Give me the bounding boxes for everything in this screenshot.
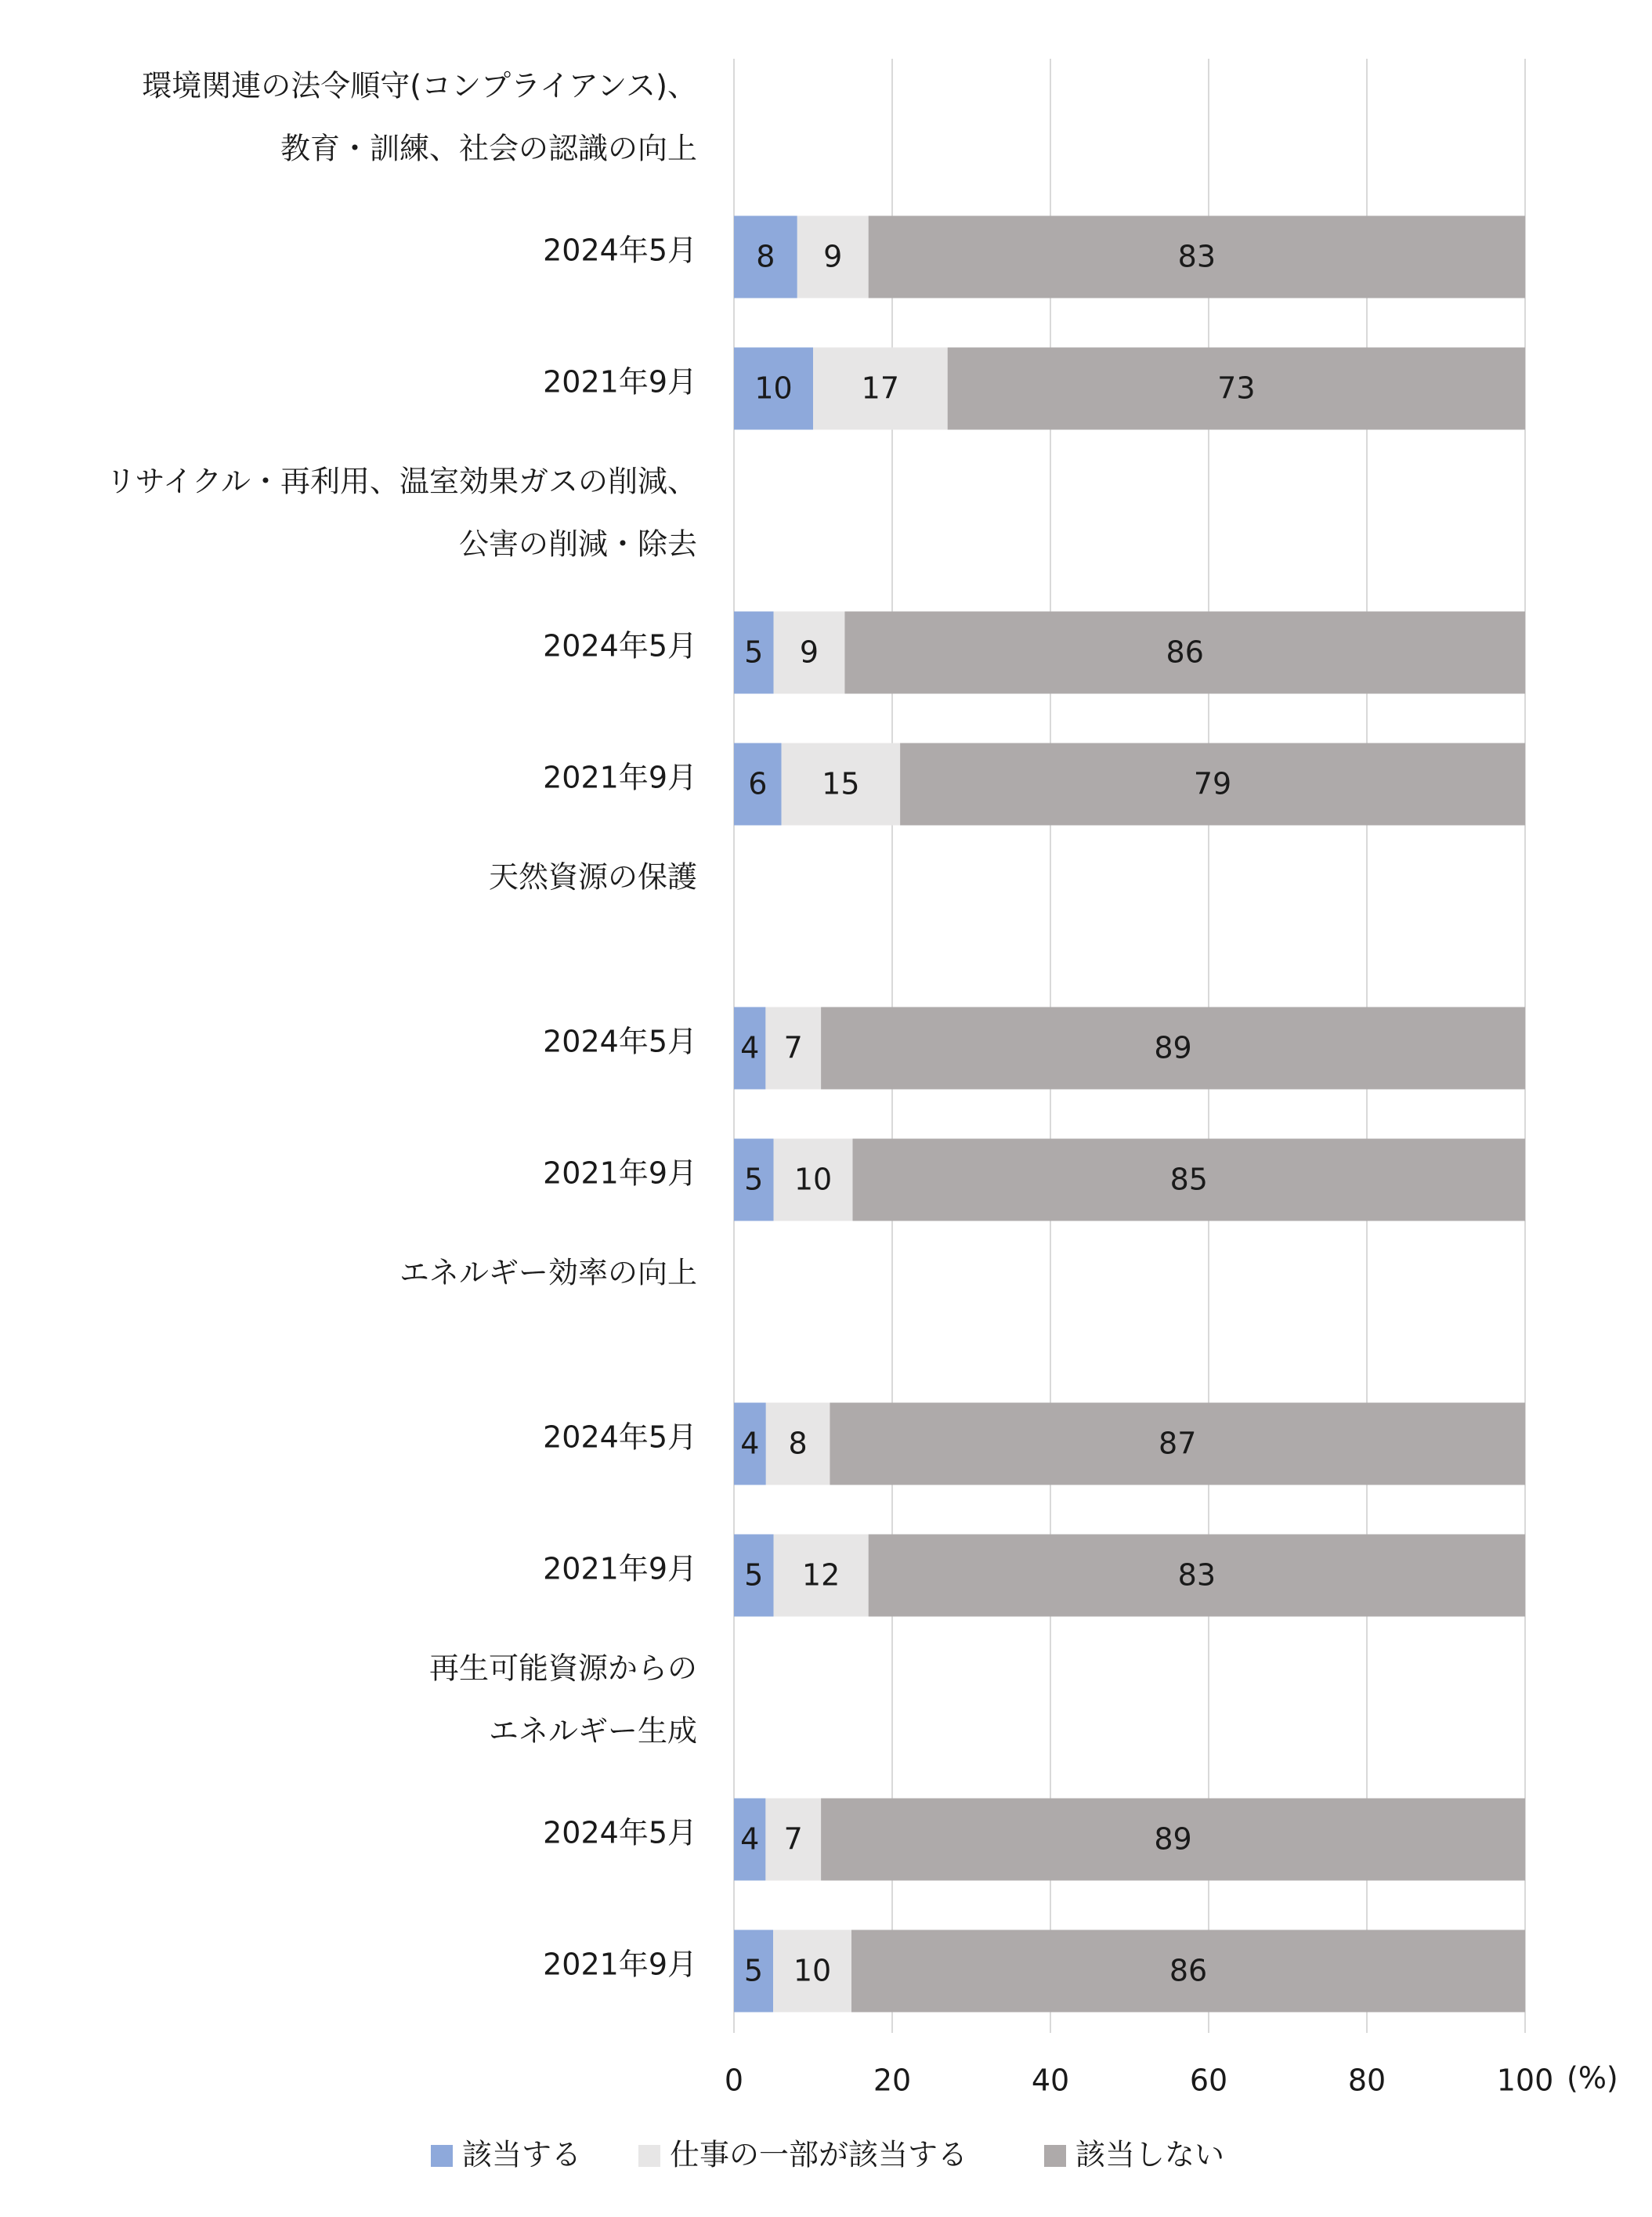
category-label: エネルギー生成 — [488, 1713, 697, 1749]
data-label: 7 — [783, 1030, 803, 1065]
data-label: 10 — [754, 371, 793, 406]
tick-label: 40 — [1031, 2063, 1070, 2098]
data-label: 86 — [1169, 1953, 1208, 1988]
data-label: 83 — [1177, 1557, 1216, 1593]
data-label: 89 — [1154, 1821, 1192, 1857]
data-label: 8 — [756, 239, 775, 274]
data-label: 10 — [793, 1953, 832, 1988]
x-axis — [725, 2061, 1618, 2098]
category-label: 再生可能資源からの — [428, 1651, 697, 1686]
legend — [431, 2138, 1224, 2172]
category-label: エネルギー効率の向上 — [399, 1255, 697, 1290]
data-label: 6 — [748, 766, 768, 801]
data-label: 87 — [1159, 1426, 1197, 1461]
tick-label: 0 — [724, 2063, 744, 2098]
category-label: リサイクル・再利用、温室効果ガスの削減、 — [106, 464, 697, 499]
data-label: 4 — [740, 1426, 760, 1461]
data-label: 9 — [823, 239, 843, 274]
legend-swatch — [638, 2145, 660, 2167]
category-label: 環境関連の法令順守(コンプライアンス)、 — [142, 68, 697, 103]
row-label: 2024年5月 — [543, 1815, 697, 1850]
data-label: 10 — [793, 1162, 833, 1197]
category-label: 公害の削減・除去 — [458, 526, 697, 562]
tick-label: 60 — [1189, 2063, 1228, 2098]
data-label: 17 — [861, 371, 900, 406]
row-label: 2024年5月 — [543, 233, 697, 268]
data-label: 73 — [1217, 371, 1256, 406]
data-label: 5 — [743, 1953, 764, 1988]
legend-swatch — [1044, 2145, 1066, 2167]
category-label: 教育・訓練、社会の認識の向上 — [280, 131, 697, 166]
category-labels — [106, 69, 697, 1982]
row-label: 2024年5月 — [543, 628, 697, 664]
data-label: 85 — [1169, 1162, 1208, 1197]
row-label: 2021年9月 — [543, 1156, 697, 1191]
tick-label: 100 — [1496, 2063, 1554, 2098]
data-label: 86 — [1166, 635, 1204, 670]
bars — [734, 216, 1525, 2013]
row-label: 2021年9月 — [543, 1947, 697, 1982]
data-label: 4 — [740, 1030, 760, 1065]
data-label: 8 — [788, 1426, 808, 1461]
row-label: 2024年5月 — [543, 1024, 697, 1059]
row-label: 2024年5月 — [543, 1420, 697, 1455]
data-label: 5 — [744, 1162, 764, 1197]
unit-label: (%) — [1567, 2060, 1618, 2096]
legend-label: 該当しない — [1075, 2137, 1225, 2172]
data-label: 7 — [783, 1821, 803, 1857]
data-label: 4 — [740, 1821, 760, 1857]
data-label: 9 — [799, 635, 819, 670]
tick-label: 20 — [873, 2063, 912, 2098]
category-label: 天然資源の保護 — [488, 859, 697, 895]
data-label: 79 — [1193, 766, 1232, 801]
data-label: 5 — [744, 635, 764, 670]
data-label: 5 — [744, 1557, 764, 1593]
data-label: 89 — [1154, 1030, 1192, 1065]
row-label: 2021年9月 — [543, 364, 697, 400]
row-label: 2021年9月 — [543, 1551, 697, 1586]
legend-label: 仕事の一部が該当する — [670, 2137, 968, 2172]
row-label: 2021年9月 — [543, 760, 697, 795]
tick-label: 80 — [1347, 2063, 1386, 2098]
data-label: 12 — [801, 1557, 840, 1593]
data-label: 83 — [1177, 239, 1216, 274]
legend-label: 該当する — [462, 2137, 582, 2172]
data-label: 15 — [822, 766, 860, 801]
legend-swatch — [431, 2145, 453, 2167]
